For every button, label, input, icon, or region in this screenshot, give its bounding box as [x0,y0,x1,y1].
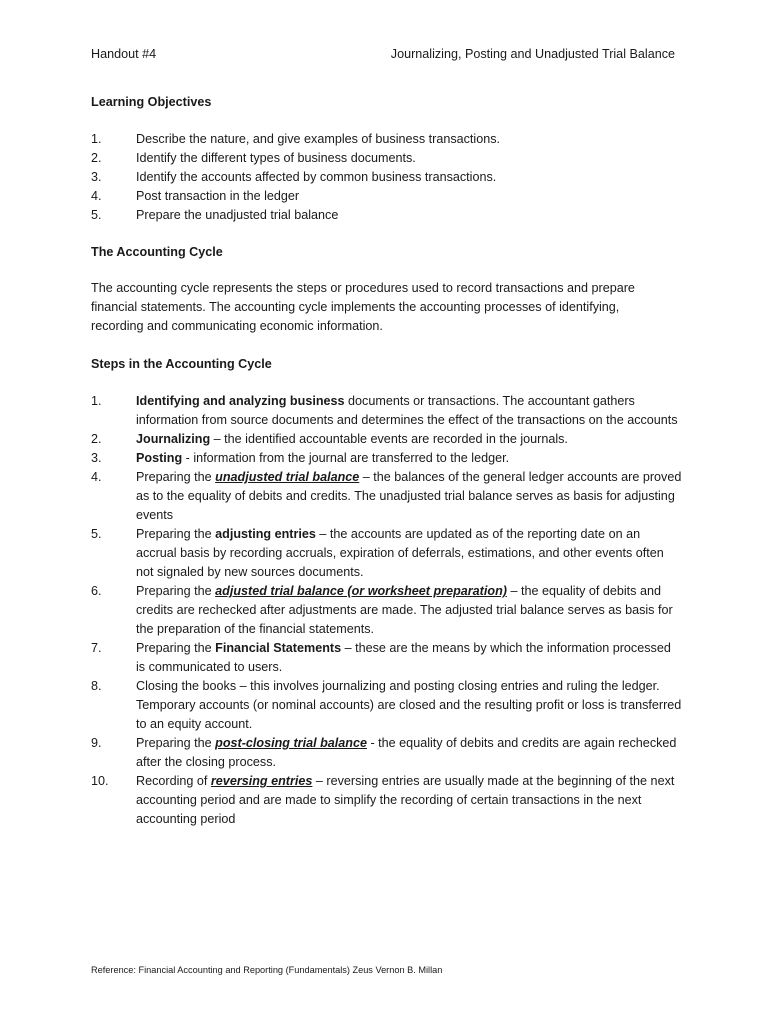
step-number: 2. [91,432,102,446]
step-text [136,639,683,677]
item-text: Identify the accounts affected by common business transactions. [136,170,497,184]
list-item [91,468,683,525]
list-item [91,130,671,149]
step-key-term: reversing entries [210,774,313,788]
item-text: Post transaction in the ledger [136,189,300,203]
step-text [136,772,683,829]
list-item [91,206,671,225]
step-text [136,430,683,449]
step-description: – the balances of the general ledger accounts are proved as to the equality of debits and credits. The unadjusted trial balance serves as basis for adjusting events [136,470,682,522]
list-item [91,772,683,829]
step-number: 1. [91,394,102,408]
header-topic: Journalizing, Posting and Unadjusted Trial Balance [390,47,675,61]
step-prefix: Preparing the [136,736,216,750]
step-key-term: Journalizing [136,432,211,446]
step-description: - the equality of debits and credits are again rechecked after the closing process. [136,736,677,769]
list-item [91,525,683,582]
steps-list [91,392,683,829]
steps-title: Steps in the Accounting Cycle [91,357,272,371]
step-key-term: post-closing trial balance [215,736,367,750]
header-handout-number: Handout #4 [91,47,157,61]
page-header [91,45,675,64]
list-item [91,734,683,772]
step-number: 8. [91,679,102,693]
item-text: Identify the different types of business documents. [136,151,416,165]
step-number: 3. [91,451,102,465]
step-text [136,392,683,430]
item-number: 3. [91,170,102,184]
step-prefix: Preparing the [136,584,216,598]
step-number: 5. [91,527,102,541]
list-item [91,449,683,468]
step-number: 4. [91,470,102,484]
list-item [91,639,683,677]
step-description: – reversing entries are usually made at the beginning of the next accounting period and are made to simplify the recording of certain transactions in the next accounting period [136,774,675,826]
step-text [136,468,683,525]
item-text: Describe the nature, and give examples of business transactions. [136,132,501,146]
step-key-term: Posting [136,451,183,465]
item-number: 1. [91,132,102,146]
learning-objectives-title: Learning Objectives [91,95,212,109]
list-item [91,392,683,430]
step-description: – the identified accountable events are recorded in the journals. [210,432,568,446]
list-item [91,168,671,187]
step-text [136,734,683,772]
step-key-term: Financial Statements [215,641,342,655]
step-prefix: Preparing the [136,641,216,655]
reference-footer: Reference: Financial Accounting and Reporting (Fundamentals) Zeus Vernon B. Millan [91,965,443,975]
step-description: Closing the books – this involves journalizing and posting closing entries and ruling the ledger. Temporary accounts (or nominal accounts) are closed and the resulting profit or loss is transferred to an equity account. [136,679,682,731]
item-number: 5. [91,208,102,222]
list-item [91,582,683,639]
step-prefix: Preparing the [136,470,216,484]
list-item [91,149,671,168]
item-text: Prepare the unadjusted trial balance [136,208,339,222]
step-description: – the accounts are updated as of the reporting date on an accrual basis by recording accruals, expiration of deferrals, estimations, and other events often not signaled by new sources documents. [136,527,664,579]
step-description: documents or transactions. The accountant gathers information from source documents and determines the effect of the transactions on the accounts [136,394,678,427]
item-number: 2. [91,151,102,165]
step-description: – the equality of debits and credits are rechecked after adjustments are made. The adjusted trial balance serves as basis for the preparation of the financial statements. [136,584,673,636]
step-number: 7. [91,641,102,655]
step-key-term: unadjusted trial balance [215,470,360,484]
step-key-term: adjusting entries [215,527,316,541]
list-item [91,430,683,449]
step-prefix: Preparing the [136,527,216,541]
step-number: 10. [91,774,109,788]
learning-objectives-list [91,130,671,225]
step-text [136,525,683,582]
step-key-term: Identifying and analyzing business [136,394,345,408]
accounting-cycle-paragraph: The accounting cycle represents the steps or procedures used to record transactions and prepare financial statements. The accounting cycle implements the accounting processes of identifying, recording and communicating economic information. [91,281,635,333]
list-item [91,187,671,206]
list-item [91,677,683,734]
step-text [136,449,683,468]
step-text [136,677,683,734]
step-text [136,582,683,639]
step-prefix: Recording of [136,774,211,788]
step-number: 6. [91,584,102,598]
accounting-cycle-title: The Accounting Cycle [91,245,223,259]
step-number: 9. [91,736,102,750]
step-description: – these are the means by which the information processed is communicated to users. [136,641,671,674]
step-description: - information from the journal are transferred to the ledger. [182,451,510,465]
step-key-term: adjusted trial balance (or worksheet preparation) [215,584,507,598]
item-number: 4. [91,189,102,203]
